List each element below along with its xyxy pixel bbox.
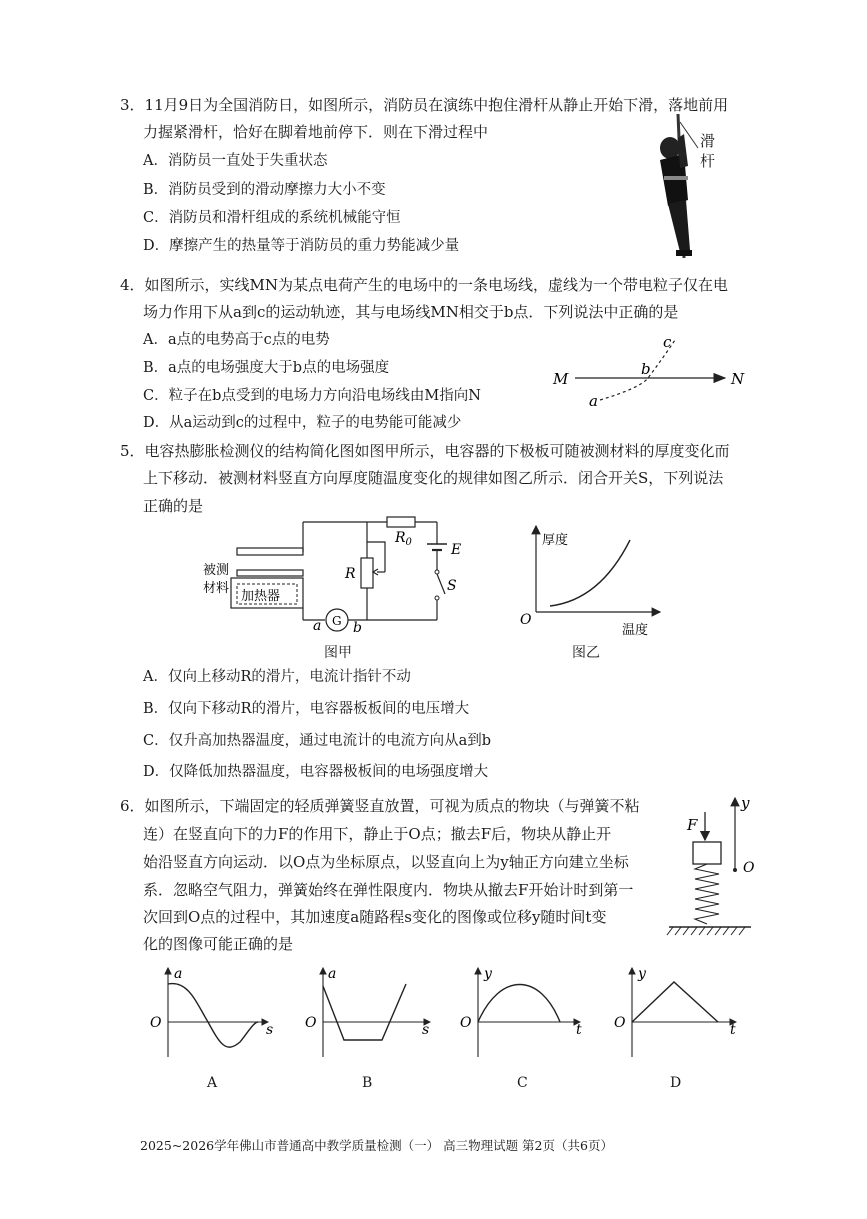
point-n-label: N	[731, 370, 745, 388]
q5-option-b: B．仅向下移动R的滑片，电容器板板间的电压增大	[143, 701, 470, 717]
field-line-figure	[545, 330, 755, 410]
heater-label: 加热器	[241, 589, 281, 604]
origin-label: O	[520, 612, 532, 628]
rheostat-label: R	[345, 566, 356, 582]
node-a-label: a	[313, 618, 322, 634]
graph-b-xlabel: s	[422, 1022, 430, 1038]
q5-option-a: A．仅向上移动R的滑片，电流计指针不动	[143, 669, 411, 685]
galvanometer-label: G	[332, 614, 342, 628]
q6-stem-line2: 连）在竖直向下的力F的作用下，静止于O点；撤去F后，物块从静止开	[143, 825, 612, 843]
point-m-label: M	[553, 370, 569, 388]
figure-a-caption: 图甲	[324, 645, 352, 661]
capacitor-bottom-plate	[237, 570, 303, 576]
q4-stem-line2: 场力作用下从a到c的运动轨迹，其与电场线MN相交于b点．下列说法中正确的是	[143, 303, 679, 321]
graph-d	[614, 966, 736, 1057]
graph-b-label: B	[362, 1075, 373, 1091]
q4-option-b: B．a点的电场强度大于b点的电场强度	[143, 360, 390, 376]
q6-stem-line5: 次回到O点的过程中，其加速度a随路程s变化的图像或位移y随时间t变	[143, 908, 607, 926]
q6-stem-line3: 始沿竖直方向运动．以O点为坐标原点，以竖直向上为y轴正方向建立坐标	[143, 853, 629, 871]
circuit-figure	[195, 512, 465, 662]
graph-b	[305, 966, 430, 1057]
graph-c	[460, 966, 582, 1057]
q5-option-c: C．仅升高加热器温度，通过电流计的电流方向从a到b	[143, 733, 492, 749]
resistor-r0-label: $R_0$	[395, 530, 412, 548]
q6-stem-line1: 6．如图所示，下端固定的轻质弹簧竖直放置，可视为质点的物块（与弹簧不粘	[120, 797, 640, 815]
pole-label-2: 杆	[700, 152, 716, 170]
thickness-temperature-graph	[510, 520, 670, 640]
pole-label-1: 滑	[700, 132, 716, 150]
block	[693, 842, 721, 864]
material-label-2: 材料	[203, 581, 230, 596]
switch-label: S	[447, 578, 457, 594]
switch-s	[435, 570, 439, 574]
q3-option-b: B．消防员受到的滑动摩擦力大小不变	[143, 182, 386, 198]
origin-label: O	[743, 860, 755, 876]
battery-label: E	[451, 542, 462, 558]
material-label-1: 被测	[203, 563, 230, 578]
q5-stem-line2: 上下移动．被测材料竖直方向厚度随温度变化的规律如图乙所示．闭合开关S，下列说法	[143, 469, 724, 487]
q4-stem-line1: 4．如图所示，实线MN为某点电荷产生的电场中的一条电场线，虚线为一个带电粒子仅在电	[120, 276, 729, 294]
q3-option-a: A．消防员一直处于失重状态	[143, 153, 328, 169]
q3-option-d: D．摩擦产生的热量等于消防员的重力势能减少量	[143, 238, 460, 254]
point-b-label: b	[641, 360, 651, 378]
answer-graphs	[148, 962, 768, 1062]
q4-option-d: D．从a运动到c的过程中，粒子的电势能可能减少	[143, 415, 462, 431]
graph-c-ylabel: y	[484, 966, 492, 982]
graph-a-origin: O	[150, 1015, 162, 1031]
y-axis-label: y	[741, 794, 750, 812]
page-footer: 2025~2026学年佛山市普通高中教学质量检测（一） 高三物理试题 第2页（共6页）	[140, 1138, 613, 1153]
point-a-label: a	[589, 392, 598, 410]
graph-b-origin: O	[305, 1015, 317, 1031]
graph-a	[150, 966, 273, 1057]
figure-b-caption: 图乙	[572, 645, 600, 661]
y-axis-label: 厚度	[542, 533, 569, 548]
graph-c-origin: O	[460, 1015, 472, 1031]
graph-c-xlabel: t	[576, 1022, 582, 1038]
spring-block-figure	[665, 790, 765, 940]
q4-option-c: C．粒子在b点受到的电场力方向沿电场线由M指向N	[143, 388, 481, 404]
force-label: F	[687, 816, 698, 834]
graph-d-origin: O	[614, 1015, 626, 1031]
q3-option-c: C．消防员和滑杆组成的系统机械能守恒	[143, 210, 401, 226]
graph-d-xlabel: t	[730, 1022, 736, 1038]
q3-stem-line1: 3．11月9日为全国消防日，如图所示，消防员在演练中抱住滑杆从静止开始下滑，落地前用	[120, 96, 729, 114]
graph-d-ylabel: y	[638, 966, 646, 982]
node-b-label: b	[353, 620, 362, 636]
spring	[695, 864, 719, 924]
resistor-r0	[387, 517, 415, 527]
graph-c-label: C	[517, 1075, 528, 1091]
q6-stem-line6: 化的图像可能正确的是	[143, 935, 294, 953]
q5-option-d: D．仅降低加热器温度，电容器极板间的电场强度增大	[143, 764, 489, 780]
x-axis-label: 温度	[622, 623, 649, 638]
q6-stem-line4: 系．忽略空气阻力，弹簧始终在弹性限度内．物块从撤去F开始计时到第一	[143, 881, 634, 899]
q3-stem-line2: 力握紧滑杆，恰好在脚着地前停下．则在下滑过程中	[143, 123, 489, 141]
capacitor-top-plate	[237, 548, 303, 555]
graph-a-ylabel: a	[174, 966, 183, 982]
graph-a-label: A	[207, 1075, 218, 1091]
rheostat-r	[361, 558, 373, 588]
q5-stem-line1: 5．电容热膨胀检测仪的结构简化图如图甲所示，电容器的下极板可随被测材料的厚度变化而	[120, 442, 730, 460]
firefighter-figure	[640, 110, 740, 260]
graph-b-ylabel: a	[328, 966, 337, 982]
thickness-curve	[550, 540, 630, 606]
q4-option-a: A．a点的电势高于c点的电势	[143, 332, 330, 348]
q5-stem-line3: 正确的是	[143, 497, 204, 515]
graph-d-label: D	[670, 1075, 682, 1091]
point-c-label: c	[663, 333, 672, 351]
graph-a-xlabel: s	[266, 1022, 274, 1038]
